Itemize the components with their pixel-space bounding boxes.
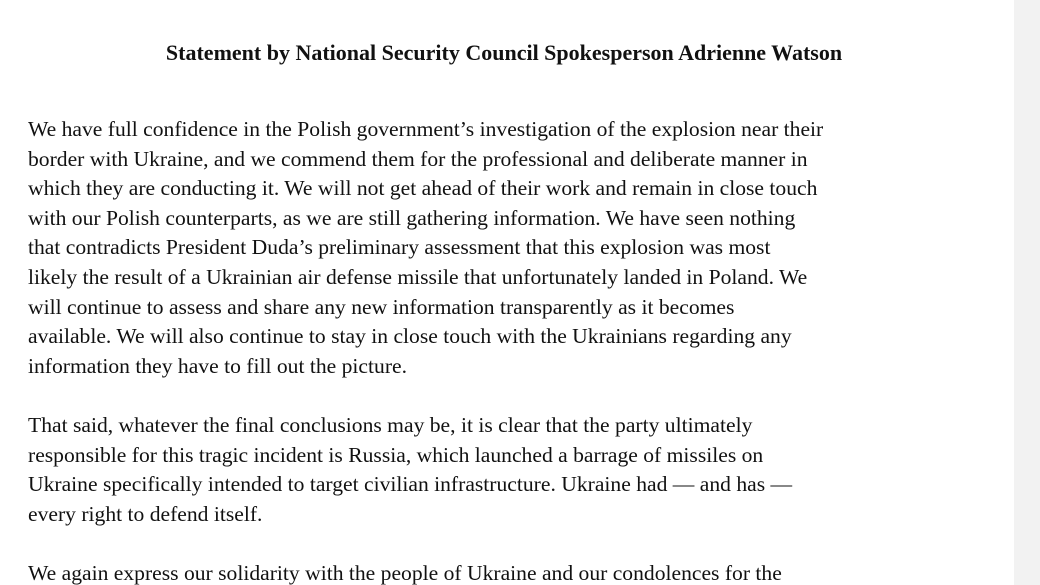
page-side-margin — [1014, 0, 1040, 585]
paragraph-line: We again express our solidarity with the people of Ukraine and our condolences for the — [28, 560, 782, 585]
paragraph-line: We have full confidence in the Polish government’s investigation of the explosion near their — [28, 117, 824, 141]
paragraph-line: Ukraine specifically intended to target civilian infrastructure. Ukraine had — and has — — [28, 472, 793, 497]
paragraph-line: will continue to assess and share any new information transparently as it becomes — [28, 294, 735, 319]
statement-document — [28, 38, 998, 585]
paragraph-line: available. We will also continue to stay in close touch with the Ukrainians regarding any — [28, 324, 792, 349]
paragraph-line: responsible for this tragic incident is Russia, which launched a barrage of missiles on — [28, 442, 764, 467]
paragraph-line: with our Polish counterparts, as we are still gathering information. We have seen nothing — [28, 205, 796, 230]
paragraph-line: which they are conducting it. We will not get ahead of their work and remain in close touch — [28, 176, 818, 201]
paragraph-line: border with Ukraine, and we commend them for the professional and deliberate manner in — [28, 146, 808, 171]
paragraph-spacer — [28, 381, 998, 411]
paragraph-line: likely the result of a Ukrainian air defense missile that unfortunately landed in Poland. We — [28, 264, 808, 289]
paragraph-line: every right to defend itself. — [28, 501, 263, 526]
paragraph-spacer — [28, 529, 998, 559]
paragraph-line: information they have to fill out the picture. — [28, 353, 407, 378]
paragraph-solidarity — [28, 559, 998, 585]
paragraph-line: That said, whatever the final conclusions may be, it is clear that the party ultimately — [28, 412, 753, 437]
paragraph-confidence — [28, 115, 998, 381]
paragraph-responsibility — [28, 411, 998, 529]
statement-title: Statement by National Security Council Spokesperson Adrienne Watson — [165, 40, 843, 65]
paragraph-line: that contradicts President Duda’s preliminary assessment that this explosion was most — [28, 235, 771, 260]
